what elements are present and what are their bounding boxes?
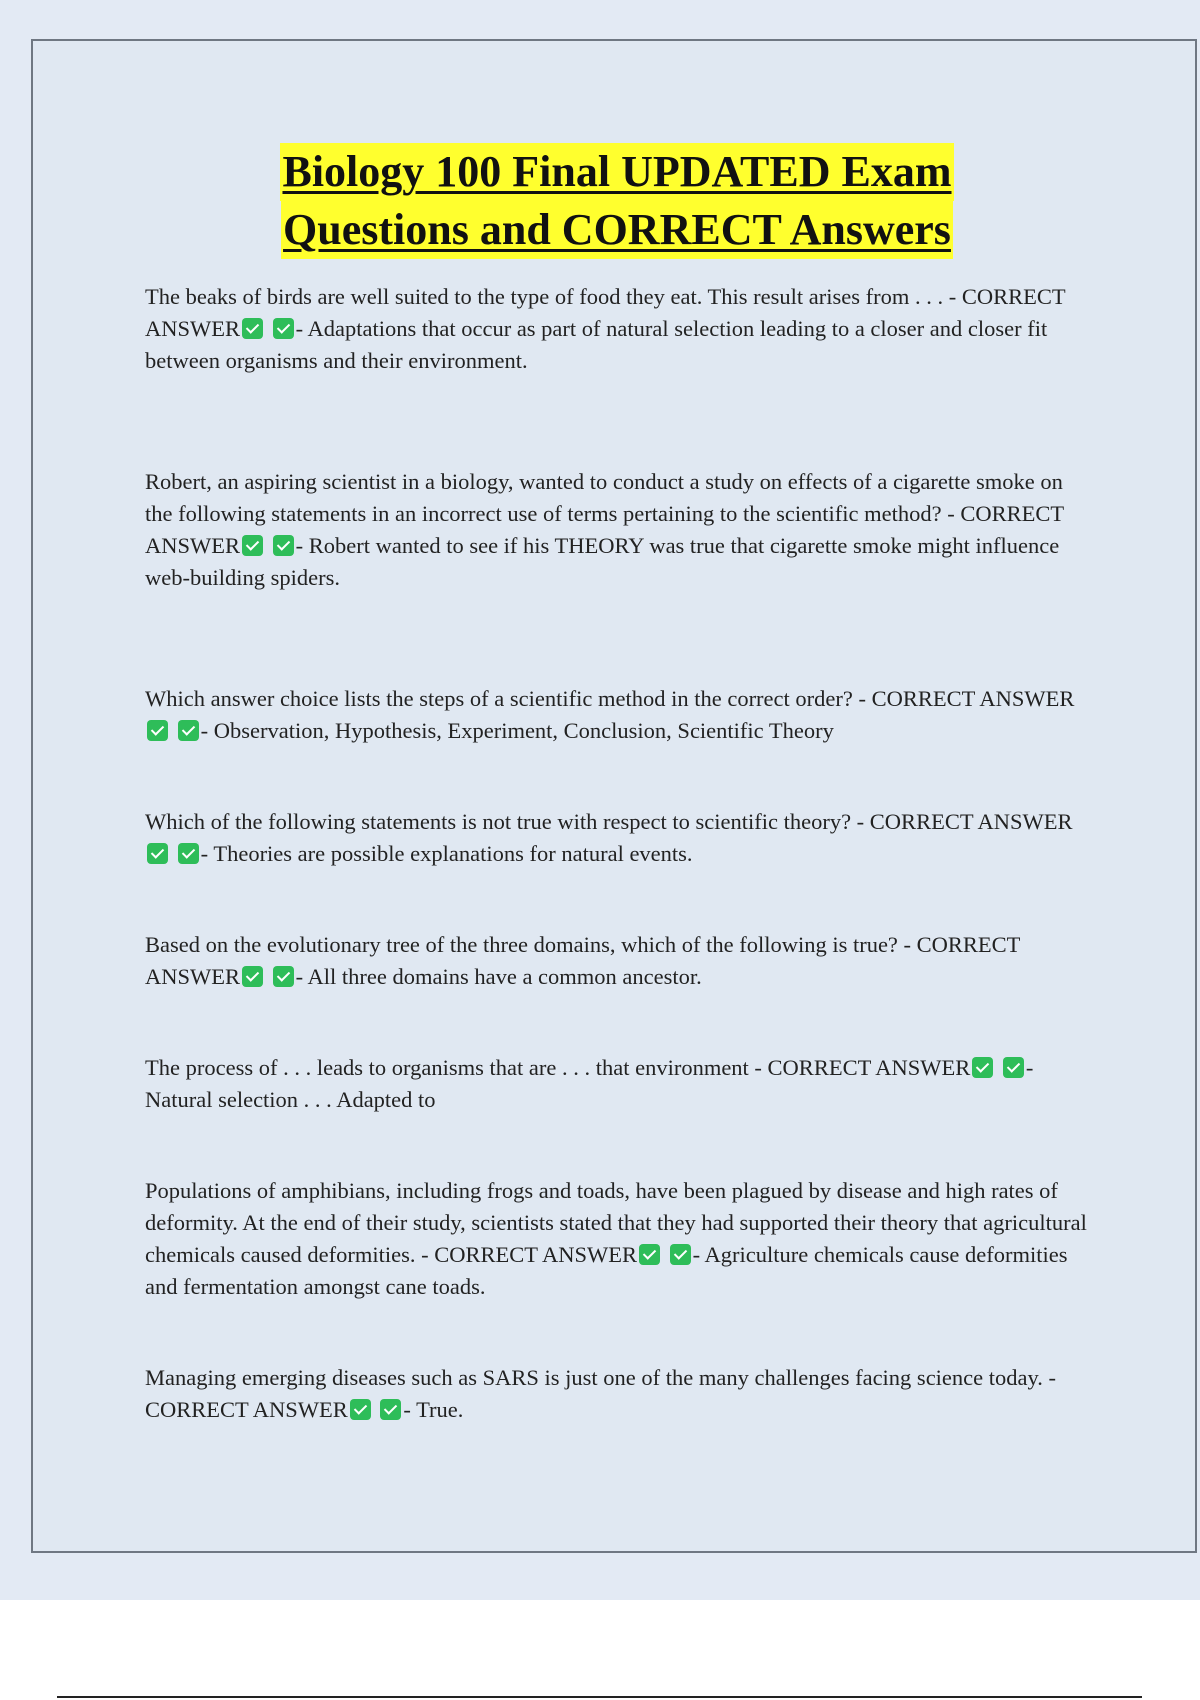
check-box-icon — [273, 318, 294, 339]
check-box-icon — [242, 966, 263, 987]
check-box-icon — [639, 1244, 660, 1265]
qa-list — [145, 281, 1095, 1426]
check-box-icon — [273, 535, 294, 556]
title-line-1: Biology 100 Final UPDATED Exam — [280, 143, 953, 201]
qa-item — [145, 683, 1095, 747]
answer-text: - Adaptations that occur as part of natural selection leading to a closer and closer fit between organisms and their environment. — [145, 316, 1048, 373]
question-text: Based on the evolutionary tree of the three domains, which of the following is true? - CORRECT ANSWER — [145, 932, 1021, 989]
check-box-icon — [1003, 1057, 1024, 1078]
qa-item — [145, 1362, 1095, 1426]
check-box-icon — [147, 843, 168, 864]
answer-text: - Natural selection . . . Adapted to — [145, 1055, 1034, 1112]
check-box-icon — [178, 843, 199, 864]
question-text: Managing emerging diseases such as SARS is just one of the many challenges facing science today. - CORRECT ANSWER — [145, 1365, 1057, 1422]
check-box-icon — [242, 318, 263, 339]
qa-item — [145, 806, 1095, 870]
qa-item — [145, 466, 1095, 594]
question-text: Which of the following statements is not true with respect to scientific theory? - CORRECT ANSWER — [145, 809, 1073, 834]
footer-divider — [57, 1696, 1142, 1698]
check-box-icon — [380, 1399, 401, 1420]
answer-text: - All three domains have a common ancestor. — [295, 964, 702, 989]
document-title — [0, 143, 1200, 259]
question-text: Robert, an aspiring scientist in a biology, wanted to conduct a study on effects of a cigarette smoke on the following statements in an incorrect use of terms pertaining to the scientific method? - CORRECT ANSWER — [145, 469, 1064, 558]
check-box-icon — [242, 535, 263, 556]
check-box-icon — [273, 966, 294, 987]
answer-text: - Observation, Hypothesis, Experiment, Conclusion, Scientific Theory — [200, 718, 834, 743]
qa-item — [145, 281, 1095, 377]
check-box-icon — [972, 1057, 993, 1078]
answer-text: - Theories are possible explanations for natural events. — [200, 841, 693, 866]
qa-item — [145, 1052, 1095, 1116]
question-text: The beaks of birds are well suited to the type of food they eat. This result arises from . . . - CORRECT ANSWER — [145, 284, 1066, 341]
check-box-icon — [350, 1399, 371, 1420]
check-box-icon — [147, 720, 168, 741]
check-box-icon — [670, 1244, 691, 1265]
check-box-icon — [178, 720, 199, 741]
question-text: Populations of amphibians, including frogs and toads, have been plagued by disease and high rates of deformity. At the end of their study, scientists stated that they had supported their theory that agricultural chemicals caused deformities. - CORRECT ANSWER — [145, 1178, 1087, 1267]
title-line-2: Questions and CORRECT Answers — [281, 201, 953, 259]
answer-text: - Robert wanted to see if his THEORY was true that cigarette smoke might influence web-building spiders. — [145, 533, 1060, 590]
qa-item — [145, 1175, 1095, 1303]
question-text: Which answer choice lists the steps of a scientific method in the correct order? - CORRECT ANSWER — [145, 686, 1075, 711]
qa-item — [145, 929, 1095, 993]
answer-text: - True. — [403, 1397, 464, 1422]
question-text: The process of . . . leads to organisms that are . . . that environment - CORRECT ANSWER — [145, 1055, 971, 1080]
answer-text: - Agriculture chemicals cause deformities and fermentation amongst cane toads. — [145, 1242, 1068, 1299]
